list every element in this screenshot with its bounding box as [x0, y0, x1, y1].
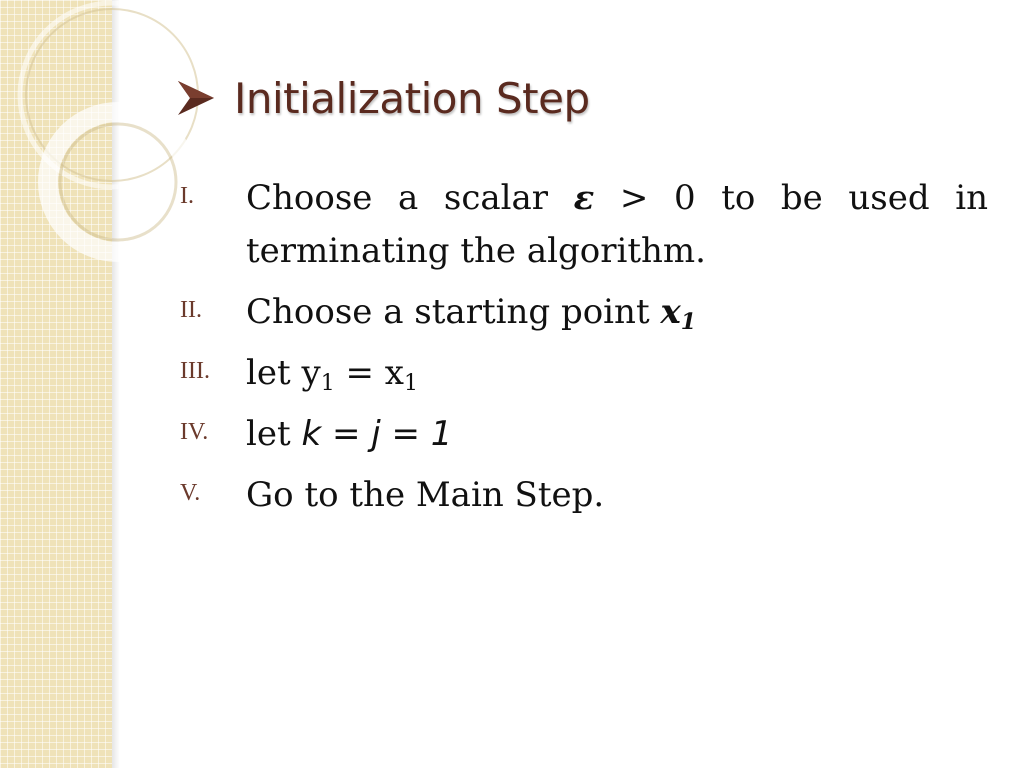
step-text	[246, 172, 988, 278]
list-item	[180, 172, 988, 278]
step-text	[246, 408, 988, 461]
list-item	[180, 469, 988, 522]
slide-title	[176, 66, 590, 130]
subscript: 1	[680, 309, 697, 335]
epsilon-symbol: ε	[573, 178, 595, 218]
step-number: IV.	[180, 419, 209, 445]
index-expression: k = j = 1	[301, 414, 453, 454]
step-text-part: let	[246, 414, 302, 454]
step-text	[246, 469, 988, 522]
step-text	[246, 286, 988, 339]
step-text-part: Choose a scalar	[246, 178, 574, 218]
variable-x: x	[660, 292, 681, 332]
subscript: 1	[320, 371, 335, 396]
decorative-rings	[0, 0, 200, 320]
list-item	[180, 286, 988, 339]
step-text	[246, 347, 988, 400]
step-number: V.	[180, 480, 201, 506]
step-text-part: Go to the Main Step.	[246, 475, 605, 515]
step-number: III.	[180, 358, 210, 384]
step-number: I.	[180, 183, 194, 209]
step-text-part: Choose a starting point	[246, 292, 661, 332]
list-item	[180, 347, 988, 400]
title-text: Initialization Step	[234, 73, 590, 123]
steps-list	[180, 172, 988, 530]
list-item	[180, 408, 988, 461]
step-number: II.	[180, 297, 202, 323]
step-text-part: = x	[334, 353, 404, 393]
step-text-part: > 0 to be used in terminating the algorithm.	[246, 178, 988, 271]
step-text-part: let y	[246, 353, 321, 393]
arrow-right-icon	[176, 78, 216, 118]
subscript: 1	[403, 371, 418, 396]
